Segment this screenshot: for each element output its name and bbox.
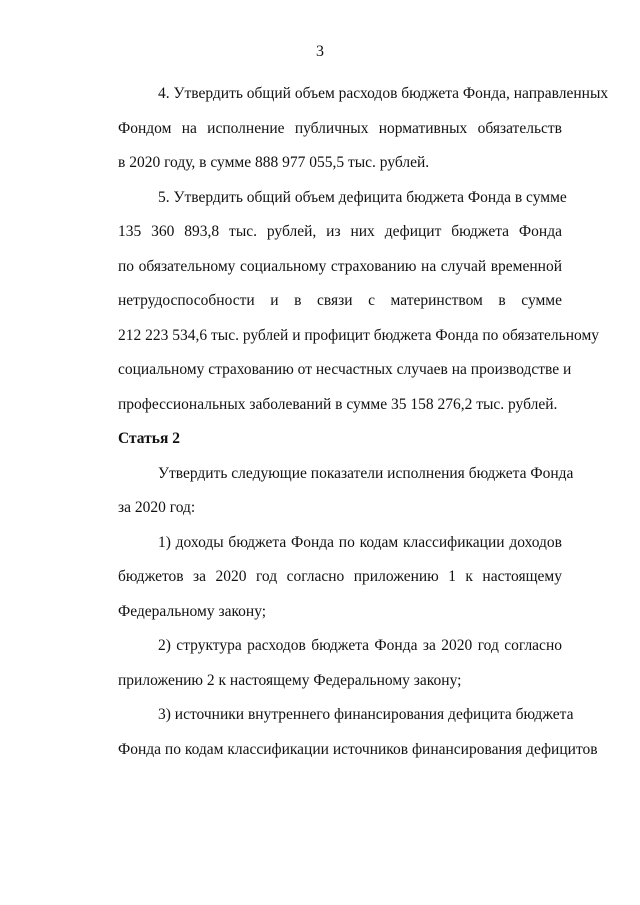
paragraph-item-2 xyxy=(78,629,562,698)
text-line: за 2020 год: xyxy=(118,499,196,516)
text-line: 4. Утвердить общий объем расходов бюджета Фонда, направленных xyxy=(158,85,609,102)
text-line: Фонда по кодам классификации источников финансирования дефицитов xyxy=(118,740,598,758)
text-line: в 2020 году, в сумме 888 977 055,5 тыс. рублей. xyxy=(118,154,430,171)
text-line: социальному страхованию от несчастных случаев на производстве и xyxy=(118,361,572,378)
document-body xyxy=(78,77,609,767)
text-line: Фондом на исполнение публичных нормативных обязательств xyxy=(118,119,562,137)
text-line: 5. Утвердить общий объем дефицита бюджета Фонда в сумме xyxy=(158,188,567,206)
text-line: 2) структура расходов бюджета Фонда за 2020 год согласно xyxy=(158,637,562,654)
page-number: 3 xyxy=(316,43,324,60)
text-line: Утвердить следующие показатели исполнения бюджета Фонда xyxy=(158,464,574,482)
article-heading: Статья 2 xyxy=(118,430,180,447)
paragraph-item-3 xyxy=(78,698,598,767)
text-line: Федеральному закону; xyxy=(118,602,267,620)
text-line: 212 223 534,6 тыс. рублей и профицит бюджета Фонда по обязательному xyxy=(118,326,599,344)
paragraph-intro xyxy=(78,457,574,526)
text-line: приложению 2 к настоящему Федеральному закону; xyxy=(118,671,462,689)
paragraph-item-5 xyxy=(78,181,599,423)
text-line: 3) источники внутреннего финансирования дефицита бюджета xyxy=(158,706,574,723)
text-line: профессиональных заболеваний в сумме 35 158 276,2 тыс. рублей. xyxy=(118,395,558,413)
text-line: 1) доходы бюджета Фонда по кодам классификации доходов xyxy=(158,533,562,551)
paragraph-item-4 xyxy=(78,77,609,181)
text-line: 135 360 893,8 тыс. рублей, из них дефицит бюджета Фонда xyxy=(118,223,562,240)
text-line: бюджетов за 2020 год согласно приложению 1 к настоящему xyxy=(118,568,562,585)
paragraph-item-1 xyxy=(78,526,562,630)
text-line: нетрудоспособности и в связи с материнством в сумме xyxy=(118,292,562,309)
text-line: по обязательному социальному страхованию на случай временной xyxy=(118,257,562,275)
